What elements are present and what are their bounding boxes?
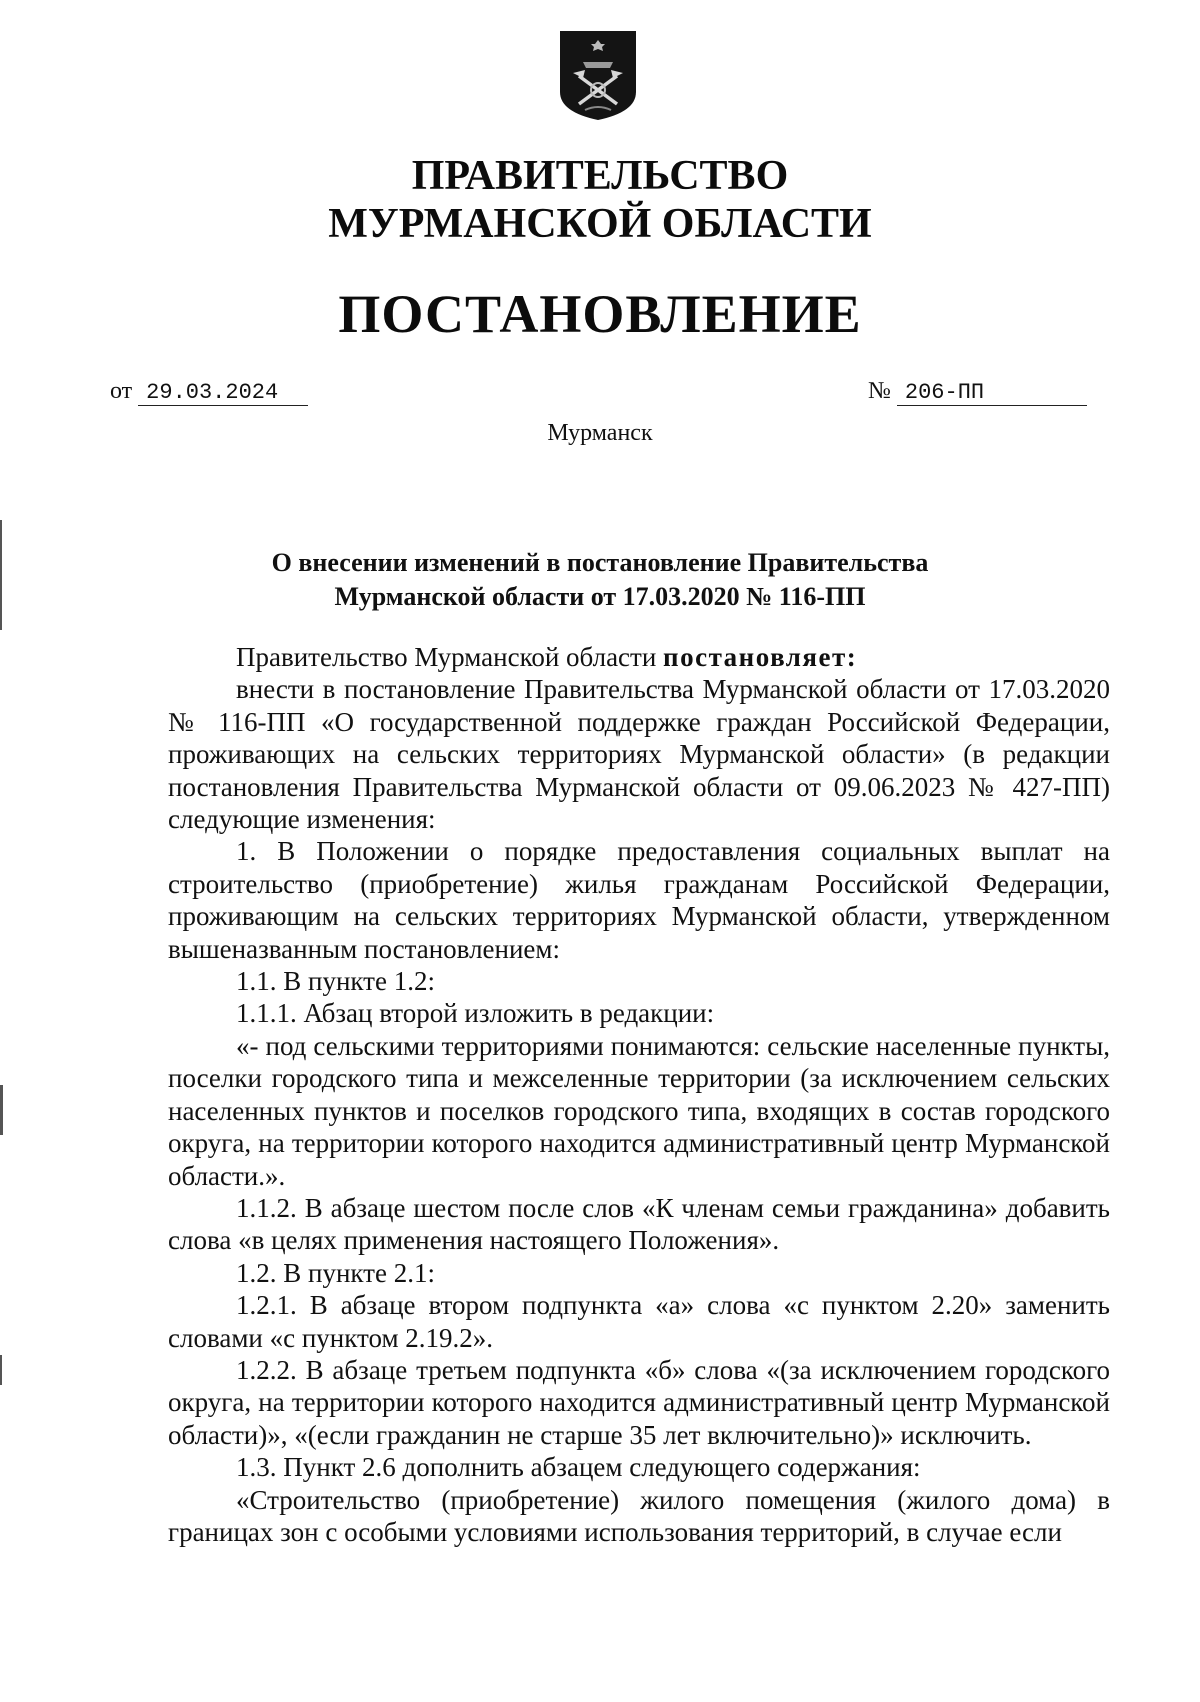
subject-line1: О внесении изменений в постановление Правительства [271, 548, 929, 577]
body-paragraph: 1.2.2. В абзаце третьем подпункта «б» слова «(за исключением городского округа, на территории которого находится административный центр Мурманской области)», «(если гражданин не старше 35 лет включительно)» исключить. [168, 1354, 1110, 1450]
body-paragraph: 1.2.1. В абзаце втором подпункта «а» слова «с пунктом 2.20» заменить словами «с пунктом 2.19.2». [168, 1290, 1110, 1353]
body-paragraph: 1.1.2. В абзаце шестом после слов «К членам семьи гражданина» добавить слова «в целях применения настоящего Положения». [168, 1192, 1110, 1256]
government-title-line1: ПРАВИТЕЛЬСТВО [411, 153, 789, 199]
scan-edge-mark [0, 1085, 3, 1135]
city-name: Мурманск [547, 420, 653, 446]
document-date-row [110, 378, 308, 406]
body-paragraph: внести в постановление Правительства Мурманской области от 17.03.2020 № 116-ПП «О государственной поддержке граждан Российской Федерации, проживающих на сельских территориях Мурманской области» (в редакции постановления Правительства Мурманской области от 09.06.2023 № 427-ПП) следующие изменения: [168, 674, 1110, 835]
subject-line2: Мурманской области от 17.03.2020 № 116-ПП [334, 582, 866, 611]
document-number: 206-ПП [897, 381, 1087, 406]
document-body [168, 641, 1110, 1548]
coat-of-arms-icon [557, 28, 639, 122]
government-title-line2: МУРМАНСКОЙ ОБЛАСТИ [328, 201, 872, 247]
document-date: 29.03.2024 [138, 381, 308, 406]
body-paragraph: 1. В Положении о порядке предоставления социальных выплат на строительство (приобретение) жилья гражданам Российской Федерации, проживающим на сельских территориях Мурманской области, утвержденном вышеназванным постановлением: [168, 836, 1110, 964]
body-paragraph: «- под сельскими территориями понимаются: сельские населенные пункты, поселки городского типа и межселенные территории (за исключением сельских населенных пунктов и поселков городского типа, входящих в состав городского округа, на территории которого находится административный центр Мурманской области.». [168, 1030, 1110, 1191]
body-paragraph: 1.1.1. Абзац второй изложить в редакции: [236, 998, 715, 1029]
intro-emphasis: постановляет: [663, 642, 858, 672]
document-subject [0, 546, 1200, 614]
scan-edge-mark [0, 520, 2, 630]
scan-edge-mark [0, 1355, 2, 1385]
number-prefix: № [868, 378, 891, 404]
body-paragraph: 1.2. В пункте 2.1: [236, 1257, 435, 1288]
document-type-title: ПОСТАНОВЛЕНИЕ [338, 284, 862, 344]
document-number-row [868, 378, 1087, 406]
body-paragraph: 1.3. Пункт 2.6 дополнить абзацем следующего содержания: [236, 1452, 921, 1483]
body-paragraph: «Строительство (приобретение) жилого помещения (жилого дома) в границах зон с особыми условиями использования территорий, в случае если [168, 1484, 1110, 1547]
intro-paragraph [168, 641, 1110, 673]
intro-text: Правительство Мурманской области [236, 642, 664, 672]
body-paragraph: 1.1. В пункте 1.2: [236, 966, 435, 997]
date-prefix: от [110, 378, 133, 404]
